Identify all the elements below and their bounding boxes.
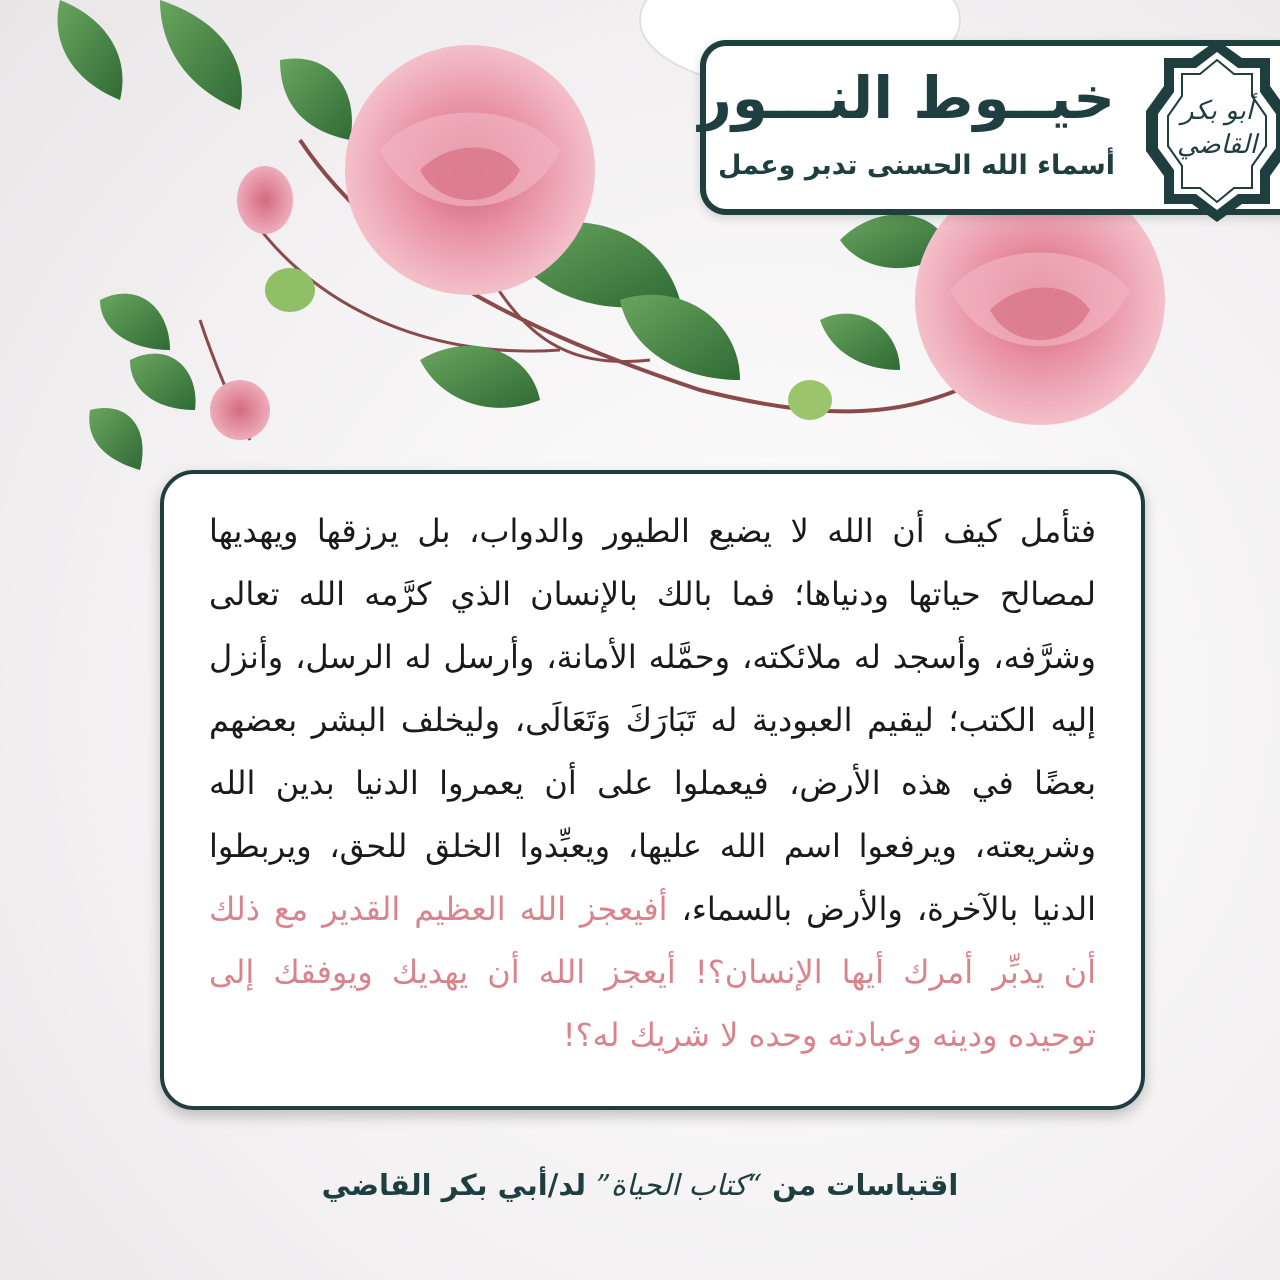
header-card (700, 40, 1280, 215)
page-title: خيــوط النـــور (698, 64, 1115, 132)
footer-prefix: اقتباسات من (772, 1168, 959, 1202)
footer-attribution (0, 1168, 1280, 1202)
green-bud (265, 268, 832, 420)
author-logo-badge (1142, 36, 1280, 226)
leaf-cluster-left (89, 294, 195, 470)
quote-text (209, 500, 1096, 1067)
quote-highlight: أفيعجز الله العظيم القدير مع ذلك أن يدبِّر أمرك أيها الإنسان؟! أيعجز الله أن يهديك ويوفقك إلى توحيده ودينه وعبادته وحده لا شريك له؟! (209, 890, 1096, 1054)
logo-lettering: أبو بكر القاضي (1177, 96, 1257, 160)
quote-body: فتأمل كيف أن الله لا يضيع الطيور والدواب، بل يرزقها ويهديها لمصالح حياتها ودنياها؛ فما بالك بالإنسان الذي كرَّمه الله تعالى وشرَّفه، وأسجد له ملائكته، وحمَّله الأمانة، وأرسل له الرسل، وأنزل إليه الكتب؛ ليقيم العبودية له تَبَارَكَ وَتَعَالَى، وليخلف البشر بعضهم بعضًا في هذه الأرض، فيعملوا على أن يعمروا الدنيا بدين الله وشريعته، ويرفعوا اسم الله عليها، ويعبِّدوا الخلق للحق، ويربطوا الدنيا بالآخرة، والأرض بالسماء، (209, 512, 1097, 928)
pink-rose-left (345, 45, 595, 295)
footer-author: لد/أبي بكر القاضي (321, 1168, 586, 1202)
page-subtitle: أسماء الله الحسنى تدبر وعمل (718, 150, 1115, 181)
quote-card (160, 470, 1145, 1110)
footer-book-title: “كتاب الحياة” (596, 1168, 763, 1202)
